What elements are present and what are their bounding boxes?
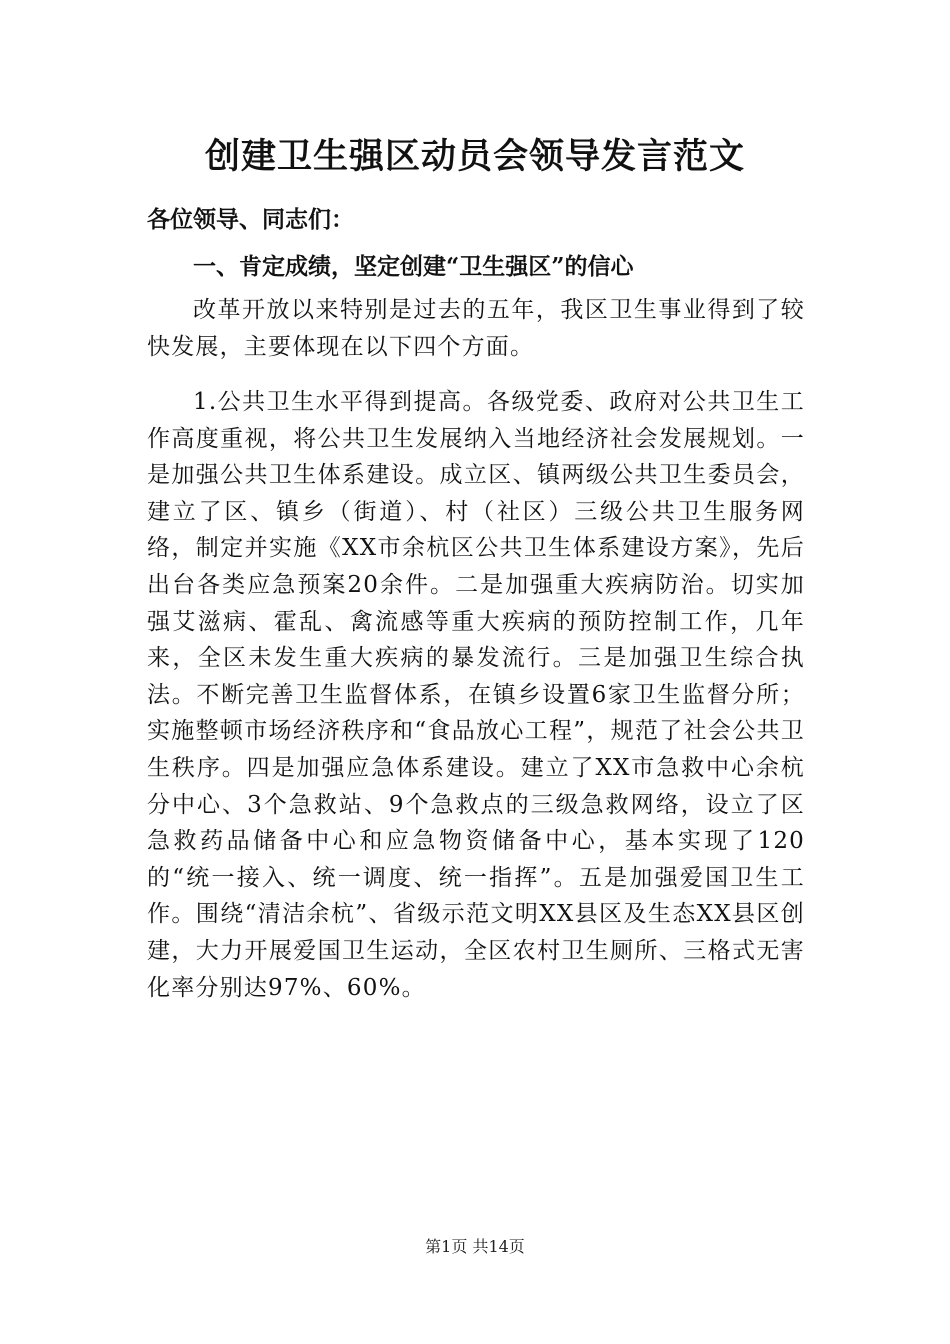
page-number: 第1页 共14页 xyxy=(425,1237,525,1256)
salutation: 各位领导、同志们： xyxy=(147,206,354,233)
document-title: 创建卫生强区动员会领导发言范文 xyxy=(204,136,745,177)
paragraph-public-health: 1.公共卫生水平得到提高。各级党委、政府对公共卫生工作高度重视，将公共卫生发展纳入当地经济社会发展规划。一是加强公共卫生体系建设。成立区、镇两级公共卫生委员会，建立了区、镇乡（街道）、村（社区）三级公共卫生服务网络，制定并实施《XX市余杭区公共卫生体系建设方案》，先后出台各类应急预案20余件。二是加强重大疾病防治。切实加强艾滋病、霍乱、禽流感等重大疾病的预防控制工作，几年来，全区未发生重大疾病的暴发流行。三是加强卫生综合执法。不断完善卫生监督体系，在镇乡设置6家卫生监督分所；实施整顿市场经济秩序和“食品放心工程”，规范了社会公共卫生秩序。四是加强应急体系建设。建立了XX市急救中心余杭分中心、3个急救站、9个急救点的三级急救网络，设立了区急救药品储备中心和应急物资储备中心，基本实现了120的“统一接入、统一调度、统一指挥”。五是加强爱国卫生工作。围绕“清洁余杭”、省级示范文明XX县区及生态XX县区创建，大力开展爱国卫生运动，全区农村卫生厕所、三格式无害化率分别达97%、60%。 xyxy=(147,389,805,1001)
section-heading: 一、肯定成绩，坚定创建“卫生强区”的信心 xyxy=(193,253,634,280)
paragraph-intro: 改革开放以来特别是过去的五年，我区卫生事业得到了较快发展，主要体现在以下四个方面。 xyxy=(147,297,805,360)
